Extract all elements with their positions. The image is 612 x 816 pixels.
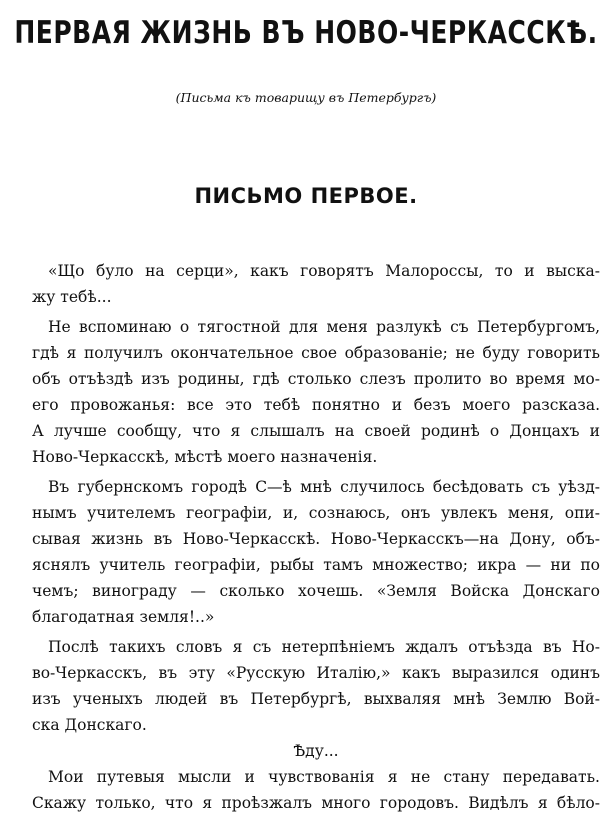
text-line: Ново-Черкасскѣ, мѣстѣ моего назначенія. (32, 448, 378, 466)
text-line: благодатная земля!..» (32, 608, 215, 626)
text-line: жу тебѣ... (32, 288, 112, 306)
text-line: Ѣду... (293, 742, 339, 760)
text-line: Послѣ такихъ словъ я съ нетерпѣніемъ ждалъ отъѣзда въ Но- (48, 638, 600, 656)
text-line: объ отъѣздѣ изъ родины, гдѣ столько слезъ пролито во время мо- (32, 370, 600, 388)
text-line: А лучше сообщу, что я слышалъ на своей родинѣ о Донцахъ и (32, 422, 600, 440)
text-line: гдѣ я получилъ окончательное свое образованіе; не буду говорить (32, 344, 600, 362)
text-line: во-Черкасскъ, въ эту «Русскую Италію,» какъ выразился одинъ (32, 664, 600, 682)
document-title: ПЕРВАЯ ЖИЗНЬ ВЪ НОВО-ЧЕРКАССКѢ. (14, 14, 598, 51)
text-line: «Що було на серци», какъ говорятъ Малороссы, то и выска- (48, 262, 600, 280)
text-line: Въ губернскомъ городѣ С—ѣ мнѣ случилось бесѣдовать съ уѣзд- (48, 478, 600, 496)
letter-heading: ПИСЬМО ПЕРВОЕ. (194, 184, 418, 208)
text-line: яснялъ учитель географіи, рыбы тамъ множество; икра — ни по (32, 556, 600, 574)
text-line: сывая жизнь въ Ново-Черкасскѣ. Ново-Черкасскъ—на Дону, объ- (32, 530, 600, 548)
letter-body (32, 258, 600, 816)
document-subtitle: (Письма къ товарищу въ Петербургъ) (175, 90, 437, 105)
text-line: ска Донскаго. (32, 716, 147, 734)
text-line: его провожанья: все это тебѣ понятно и безъ моего разсказа. (32, 396, 600, 414)
text-line: изъ ученыхъ людей въ Петербургѣ, выхваляя мнѣ Землю Вой- (32, 690, 600, 708)
text-line: Мои путевыя мысли и чувствованія я не стану передавать. (48, 768, 600, 786)
text-line: нымъ учителемъ географіи, и, сознаюсь, онъ увлекъ меня, опи- (32, 504, 600, 522)
text-line: Не вспоминаю о тягостной для меня разлукѣ съ Петербургомъ, (48, 318, 600, 336)
text-line: Скажу только, что я проѣзжалъ много городовъ. Видѣлъ я бѣло- (32, 794, 600, 812)
text-line: чемъ; винограду — сколько хочешь. «Земля Войска Донскаго (32, 582, 600, 600)
